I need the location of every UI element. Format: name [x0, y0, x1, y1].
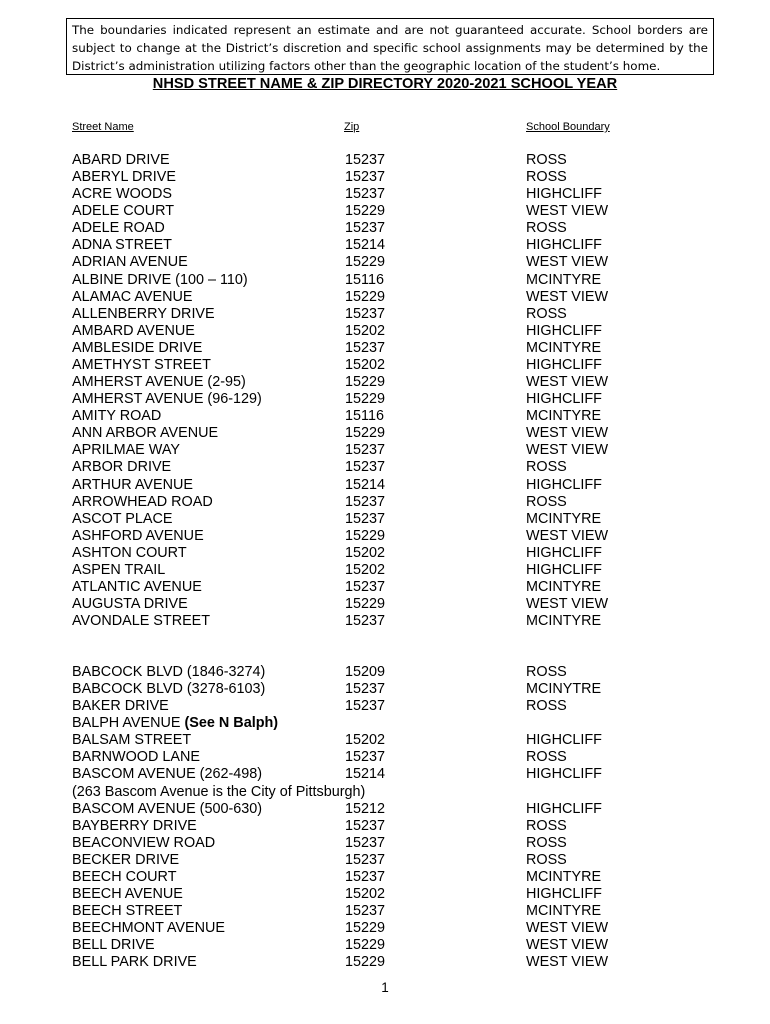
- table-row: [72, 391, 712, 408]
- zip-code: 15116: [345, 408, 384, 424]
- street-name: ABERYL DRIVE: [72, 169, 176, 185]
- school-boundary: ROSS: [526, 152, 567, 168]
- zip-code: 15116: [345, 272, 384, 288]
- zip-code: 15202: [345, 562, 386, 578]
- table-row: [72, 425, 712, 442]
- school-boundary: HIGHCLIFF: [526, 766, 602, 782]
- table-row: [72, 869, 712, 886]
- street-name: ABARD DRIVE: [72, 152, 170, 168]
- zip-code: 15237: [345, 818, 386, 834]
- table-row: [72, 272, 712, 289]
- school-boundary: WEST VIEW: [526, 203, 609, 219]
- table-row: [72, 186, 712, 203]
- street-name: BEECH COURT: [72, 869, 177, 885]
- header-zip: Zip: [344, 121, 360, 133]
- header-street-name: Street Name: [72, 121, 134, 133]
- street-name: AVONDALE STREET: [72, 613, 211, 629]
- street-name: BABCOCK BLVD (3278-6103): [72, 681, 266, 697]
- school-boundary: HIGHCLIFF: [526, 562, 602, 578]
- street-name: ADNA STREET: [72, 237, 172, 253]
- table-row: [72, 494, 712, 511]
- table-row: [72, 169, 712, 186]
- table-row: [72, 323, 712, 340]
- zip-code: 15229: [345, 596, 386, 612]
- table-row: [72, 477, 712, 494]
- table-row: [72, 818, 712, 835]
- zip-code: 15209: [345, 664, 386, 680]
- street-name: ALAMAC AVENUE: [72, 289, 193, 305]
- zip-code: 15237: [345, 511, 386, 527]
- table-row: [72, 374, 712, 391]
- table-row: [72, 749, 712, 766]
- table-row: [72, 596, 712, 613]
- street-name: ARROWHEAD ROAD: [72, 494, 213, 510]
- school-boundary: ROSS: [526, 306, 567, 322]
- school-boundary: MCINTYRE: [526, 408, 602, 424]
- street-name: ADELE COURT: [72, 203, 175, 219]
- street-name: AMHERST AVENUE (96-129): [72, 391, 262, 407]
- zip-code: 15214: [345, 477, 386, 493]
- table-row: [72, 152, 712, 169]
- table-row: [72, 289, 712, 306]
- zip-code: 15229: [345, 937, 386, 953]
- school-boundary: ROSS: [526, 664, 567, 680]
- zip-code: 15237: [345, 459, 386, 475]
- table-row: [72, 237, 712, 254]
- table-row: [72, 732, 712, 749]
- zip-code: 15237: [345, 698, 386, 714]
- school-boundary: WEST VIEW: [526, 254, 609, 270]
- table-row: [72, 801, 712, 818]
- zip-code: 15237: [345, 494, 386, 510]
- table-row: [72, 784, 712, 801]
- street-name: AMETHYST STREET: [72, 357, 211, 373]
- street-name: ALLENBERRY DRIVE: [72, 306, 215, 322]
- table-row: [72, 715, 712, 732]
- table-row: [72, 459, 712, 476]
- table-row: [72, 254, 712, 271]
- table-row: [72, 886, 712, 903]
- zip-code: 15229: [345, 954, 386, 970]
- school-boundary: HIGHCLIFF: [526, 732, 602, 748]
- zip-code: 15237: [345, 835, 386, 851]
- street-name: BALPH AVENUE (See N Balph): [72, 715, 279, 731]
- zip-code: 15202: [345, 357, 386, 373]
- zip-code: 15237: [345, 186, 386, 202]
- table-row: [72, 511, 712, 528]
- zip-code: 15229: [345, 920, 386, 936]
- school-boundary: ROSS: [526, 818, 567, 834]
- street-note: (See N Balph): [184, 715, 279, 731]
- street-name: AMBARD AVENUE: [72, 323, 195, 339]
- table-row: [72, 920, 712, 937]
- zip-code: 15237: [345, 442, 386, 458]
- zip-code: 15229: [345, 203, 386, 219]
- street-name: ARTHUR AVENUE: [72, 477, 194, 493]
- street-name: ARBOR DRIVE: [72, 459, 172, 475]
- street-name: ADELE ROAD: [72, 220, 165, 236]
- zip-code: 15237: [345, 169, 386, 185]
- school-boundary: ROSS: [526, 749, 567, 765]
- school-boundary: HIGHCLIFF: [526, 237, 602, 253]
- school-boundary: HIGHCLIFF: [526, 545, 602, 561]
- street-name: BAYBERRY DRIVE: [72, 818, 197, 834]
- school-boundary: MCINTYRE: [526, 903, 602, 919]
- table-row: [72, 903, 712, 920]
- zip-code: 15229: [345, 528, 386, 544]
- header-school-boundary: School Boundary: [526, 121, 610, 133]
- table-row: [72, 220, 712, 237]
- zip-code: 15229: [345, 254, 386, 270]
- street-name: AMHERST AVENUE (2-95): [72, 374, 246, 390]
- street-name: BECKER DRIVE: [72, 852, 180, 868]
- street-name: ADRIAN AVENUE: [72, 254, 188, 270]
- school-boundary: MCINTYRE: [526, 579, 602, 595]
- street-name: BASCOM AVENUE (500-630): [72, 801, 263, 817]
- table-row: [72, 766, 712, 783]
- street-name: BALSAM STREET: [72, 732, 192, 748]
- table-row: [72, 528, 712, 545]
- school-boundary: WEST VIEW: [526, 528, 609, 544]
- school-boundary: ROSS: [526, 169, 567, 185]
- school-boundary: HIGHCLIFF: [526, 357, 602, 373]
- school-boundary: ROSS: [526, 494, 567, 510]
- school-boundary: WEST VIEW: [526, 442, 609, 458]
- street-name: BEECH STREET: [72, 903, 183, 919]
- table-row: [72, 937, 712, 954]
- school-boundary: WEST VIEW: [526, 425, 609, 441]
- zip-code: 15202: [345, 732, 386, 748]
- zip-code: 15237: [345, 152, 386, 168]
- zip-code: 15214: [345, 766, 386, 782]
- table-row: [72, 203, 712, 220]
- zip-code: 15237: [345, 613, 386, 629]
- zip-code: 15229: [345, 374, 386, 390]
- table-row: [72, 442, 712, 459]
- table-row: [72, 835, 712, 852]
- street-name: (263 Bascom Avenue is the City of Pittsburgh): [72, 784, 366, 800]
- street-name: BEECHMONT AVENUE: [72, 920, 225, 936]
- street-name: BABCOCK BLVD (1846-3274): [72, 664, 266, 680]
- school-boundary: ROSS: [526, 459, 567, 475]
- table-row: [72, 408, 712, 425]
- school-boundary: ROSS: [526, 852, 567, 868]
- school-boundary: HIGHCLIFF: [526, 801, 602, 817]
- street-name: ACRE WOODS: [72, 186, 172, 202]
- zip-code: 15237: [345, 220, 386, 236]
- table-row: [72, 681, 712, 698]
- street-name: ALBINE DRIVE (100 – 110): [72, 272, 248, 288]
- school-boundary: MCINTYRE: [526, 613, 602, 629]
- zip-code: 15214: [345, 237, 386, 253]
- zip-code: 15237: [345, 579, 386, 595]
- school-boundary: MCINTYRE: [526, 511, 602, 527]
- street-name: APRILMAE WAY: [72, 442, 180, 458]
- zip-code: 15229: [345, 391, 386, 407]
- school-boundary: MCINTYRE: [526, 340, 602, 356]
- zip-code: 15202: [345, 886, 386, 902]
- street-name: BELL DRIVE: [72, 937, 155, 953]
- table-row: [72, 306, 712, 323]
- street-name: ANN ARBOR AVENUE: [72, 425, 219, 441]
- school-boundary: ROSS: [526, 698, 567, 714]
- table-row: [72, 579, 712, 596]
- zip-code: 15237: [345, 869, 386, 885]
- school-boundary: HIGHCLIFF: [526, 886, 602, 902]
- street-name: BEACONVIEW ROAD: [72, 835, 216, 851]
- school-boundary: WEST VIEW: [526, 920, 609, 936]
- street-name: ASPEN TRAIL: [72, 562, 166, 578]
- street-name: ASHFORD AVENUE: [72, 528, 204, 544]
- zip-code: 15202: [345, 323, 386, 339]
- school-boundary: HIGHCLIFF: [526, 186, 602, 202]
- street-name: AMBLESIDE DRIVE: [72, 340, 203, 356]
- page-title: NHSD STREET NAME & ZIP DIRECTORY 2020-2021 SCHOOL YEAR: [152, 76, 618, 92]
- zip-code: 15229: [345, 289, 386, 305]
- street-name: BEECH AVENUE: [72, 886, 183, 902]
- school-boundary: MCINTYRE: [526, 869, 602, 885]
- street-name: BAKER DRIVE: [72, 698, 169, 714]
- table-row: [72, 562, 712, 579]
- zip-code: 15229: [345, 425, 386, 441]
- zip-code: 15237: [345, 681, 386, 697]
- street-name: ASHTON COURT: [72, 545, 187, 561]
- table-row: [72, 357, 712, 374]
- table-row: [72, 954, 712, 971]
- school-boundary: ROSS: [526, 220, 567, 236]
- table-row: [72, 613, 712, 630]
- school-boundary: WEST VIEW: [526, 954, 609, 970]
- school-boundary: WEST VIEW: [526, 289, 609, 305]
- disclaimer-notice: The boundaries indicated represent an estimate and are not guaranteed accurate. School borders are subject to change at the District’s discretion and specific school assignments may be determined by the District’s administration utilizing factors other than the geographic location of the student’s home.: [66, 18, 714, 75]
- zip-code: 15237: [345, 340, 386, 356]
- zip-code: 15212: [345, 801, 386, 817]
- street-name: BARNWOOD LANE: [72, 749, 200, 765]
- table-row: [72, 664, 712, 681]
- zip-code: 15237: [345, 852, 386, 868]
- school-boundary: WEST VIEW: [526, 374, 609, 390]
- school-boundary: WEST VIEW: [526, 937, 609, 953]
- zip-code: 15237: [345, 749, 386, 765]
- school-boundary: HIGHCLIFF: [526, 323, 602, 339]
- school-boundary: ROSS: [526, 835, 567, 851]
- school-boundary: MCINYTRE: [526, 681, 602, 697]
- page-number: 1: [381, 980, 389, 995]
- table-row: [72, 852, 712, 869]
- street-name: AMITY ROAD: [72, 408, 162, 424]
- street-name: BASCOM AVENUE (262-498): [72, 766, 263, 782]
- table-row: [72, 545, 712, 562]
- zip-code: 15237: [345, 306, 386, 322]
- table-row: [72, 698, 712, 715]
- school-boundary: MCINTYRE: [526, 272, 602, 288]
- school-boundary: WEST VIEW: [526, 596, 609, 612]
- school-boundary: HIGHCLIFF: [526, 391, 602, 407]
- street-name: BELL PARK DRIVE: [72, 954, 197, 970]
- zip-code: 15202: [345, 545, 386, 561]
- street-name: AUGUSTA DRIVE: [72, 596, 188, 612]
- street-name: ASCOT PLACE: [72, 511, 173, 527]
- school-boundary: HIGHCLIFF: [526, 477, 602, 493]
- table-row: [72, 340, 712, 357]
- zip-code: 15237: [345, 903, 386, 919]
- street-name: ATLANTIC AVENUE: [72, 579, 202, 595]
